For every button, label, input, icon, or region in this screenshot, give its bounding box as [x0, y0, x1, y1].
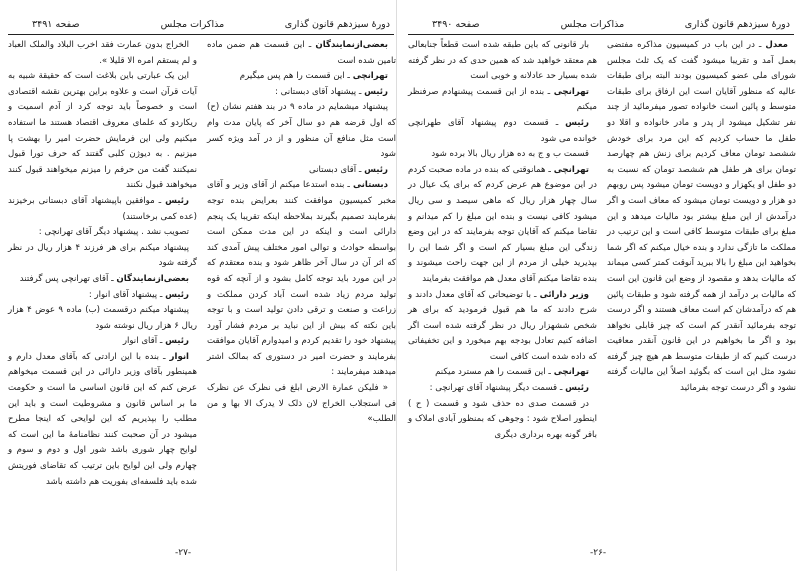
session-title: دورهٔ سیزدهم قانون گذاری: [284, 19, 390, 30]
page-footer-number: -۲۷-: [175, 548, 192, 558]
paragraph-text: پیشنهاد میشمایم در ماده ۹ در بند هفتم نشان (ح) که اول قرضه هم دو سال آخر که پایان مدت وام است مثل منافع آن منظور و از در آمد ویژه کسر شود: [207, 102, 396, 160]
speaker-name: تهرانچی: [352, 71, 388, 82]
paragraph: [408, 85, 597, 116]
speaker-name: دبستانی: [352, 180, 388, 191]
paragraph-text: ـ با توضیحاتی که آقای معدل دادند و شرح دادند که ما هم قبول فرمودید که برای هر شخص ششهزار ریال در نظر گرفته شده است اگر اضافه کنیم تعادل بودجه بهم میخورد و این تخفیفاتی که داده شده است کافی است: [408, 289, 597, 362]
paragraph: [408, 365, 597, 381]
paragraph: [207, 69, 396, 85]
speaker-name: تهرانچی: [553, 86, 590, 97]
paragraph: [8, 288, 197, 304]
paragraph: [8, 194, 197, 225]
paragraph-text: ـ پیشنهاد آقای دبستانی :: [274, 86, 362, 97]
paragraph: [207, 381, 396, 428]
running-header: [408, 18, 794, 35]
paragraph-text: پیشنهاد میکنم درقسمت (ب) ماده ۹ عوض ۴ هزار ریال ۶ هزار ریال نوشته شود: [8, 305, 197, 331]
paragraph: [408, 116, 597, 147]
text-column-left: [8, 38, 197, 490]
page-divider: [396, 0, 397, 571]
paragraph-text: ـ بنده از این قسمت پیشنهادم صرفنظر میکنم: [408, 86, 597, 113]
paragraph-text: بار قانونی که باین طبقه شده است قطعاً جنابعالی هم معتقد خواهید شد که همین حدی که در نظر گرفته شده بسیار حد عادلانه و خوبی است: [408, 40, 597, 82]
paragraph-text: ـ بنده با این ارادتی که بآقای معدل دارم و همینطور بآقای وزیر دارائی در این قسمت میخواهم عرض کنم که این قانون اساسی ما است و حکومت ما بر اساس قانون و مشروطیت است و باید این مطلب را بپذیریم که این لوایحی که اینجا مطرح میشود در آن صحبت کنند نظامنامهٔ ما این است که لوایح چهار شوری باشد شور اول و دوم و سوم و چهارم ولی این لوایح باین ترتیب که تقاضای فوریتش شده باید فلسفه‌ای بفوریت هم داشته باشد: [8, 351, 197, 487]
paragraph: [408, 147, 597, 163]
speaker-name: وزیر دارائی: [539, 289, 589, 300]
speaker-name: رئیس: [165, 289, 189, 300]
speaker-name: رئیس: [565, 117, 589, 128]
paragraph-text: این یک عبارتی باین بلاغت است که حقیقة شبیه به آیات قرآن است و علاوه براین بهترین نقشه اقتصادی است و خصوصاً باید توجه کرد از آدم اسمیت و ریکاردو که علمای معروف اقتصاد هستند ما استفاده میکنیم ولی این فرمایش حضرت امیر را بهشت پا میزنیم . به دیوژن کلبی گفتند که حرف تورا قبول نمیکنند گفت من حرفم را میزنم میخواهند قبول کنند میخواهند قبول نکنند: [8, 71, 197, 191]
paragraph: [207, 38, 396, 69]
paragraph-text: ـ بنده استدعا میکنم از آقای وزیر و آقای مخبر کمیسیون موافقت کنند بعرایض بنده توجه بفرمایند تصمیم بگیرند بملاحظه اینکه تقریبا یک پنجم دارائی است و اینکه در این مدت ممکن است بواسطه حوادث و توالی امور مختلف پیش آمدی کند که اثر آن در سال آخر ظاهر شود و بنده معتقدم که در این مورد باید توجه کامل بشود و از آنچه که قوه تولید مردم زیاد شده است آباد کردن مملکت و زراعت و صنعت و ترقی دادن تولید است و با توجه باین نکته که بیش از این نباید بر مردم فشار آورد پیشنهاد خود را تقدیم کردم و امیدوارم آقایان موافقت بفرمایند و حضرت امیر در دستوری که بمالک اشتر میدهند میفرمایند :: [207, 180, 396, 378]
paragraph: [607, 38, 796, 397]
paragraph-text: ـ این قسمت را هم مسترد میکنم: [435, 367, 551, 378]
paragraph-text: ـ این قسمت را هم پس میگیرم: [239, 71, 350, 82]
paragraph: [207, 100, 396, 162]
speaker-name: رئیس: [364, 86, 388, 97]
paragraph-text: ـ قسمت دیگر پیشنهاد آقای تهرانچی :: [429, 383, 563, 394]
paragraph-text: ـ پیشنهاد آقای انوار :: [88, 289, 163, 300]
paragraph: [207, 163, 396, 179]
paragraph: [408, 397, 597, 444]
paragraph-text: ـ در این باب در کمیسیون مذاکره مفتضی بعمل آمد و تقریبا میشود گفت که یک ثلث مجلس شورای ملی عضو کمیسیون بودند البته برای طبقات عالیه که منظور آقایان است این ارفاق برای طبقات متوسط و پائین است خانواده تصور میفرمائید از چند نفر تشکیل میشود از پدر و مادر خانواده و اقلا دو طفل ما حساب کردیم که این مرد برای خودش ششصد تومان معاف کردیم برای زنش هم چهارصد تومان برای هر طفل هم ششصد تومان که نسبت به دو طفل او یکهزار و دویست تومان میشود پس روبهم دو هزار و دویست تومان میشود که معاف است و اگر درآمدش از این مبلغ بیشتر بود مالیات میدهد و این مبلغ برای طبقات متوسط کافی است و این ترتیب در مملکت ما تازگی ندارد و بنده خیال میکنم که اگر شما بخواهید این مبلغ را بالا ببرید آنوقت کمتر کسی میماند که مالیات بدهد و مقصود از وضع این قانون این است که مالیات بر درآمد از همه گرفته شود و طبقات پائین هم که درآمدشان کم است معاف هستند و اگر درست توجه بفرمائید آنقدر کم است که چیز قابلی نخواهد بود و اگر ما بخواهیم در این قانون آنقدر معافیت درست کنیم که از طبقات متوسط هم هیچ چیز گرفته نشود مثل این است که بگوئید اصلاً این مالیات گرفته نشود و اگر درست توجه بفرمائید: [607, 40, 796, 394]
paragraph-text: ـ موافقین باپیشنهاد آقای دبستانی برخیزند (عده کمی برخاستند): [8, 195, 197, 222]
running-header: [8, 18, 394, 35]
speaker-name: رئیس: [165, 336, 189, 347]
speaker-name: تهرانچی: [553, 367, 589, 378]
speaker-name: رئیس: [165, 195, 189, 206]
text-column-right: [207, 38, 396, 428]
speaker-name: انوار: [169, 351, 190, 362]
text-column-left: [408, 38, 597, 443]
paragraph-text: ـ همانوقتی که بنده در ماده صحبت کردم در این موضوع هم عرض کردم که برای یک عیال در سال چهار هزار ریال که ماهی سیصد و سی ریال میشود کافی نیست و بنده این مبلغ را کم میدانم و تقاضا میکنم که آقایان توجه بفرمایند که در این وضع زندگی این مبلغ بسیار کم است و اگر شما این را بپذیرید خیلی از مردم از این جهت راحت میشوند و بنده تقاضا میکنم آقای معدل هم موافقت بفرمایند: [408, 164, 597, 284]
paragraph: [8, 38, 197, 69]
publication-title: مذاکرات مجلس: [560, 19, 625, 30]
session-title: دورهٔ سیزدهم قانون گذاری: [684, 19, 790, 30]
paragraph: [8, 225, 197, 241]
paragraph: [8, 303, 197, 334]
publication-title: مذاکرات مجلس: [160, 19, 225, 30]
paragraph-text: ـ قسمت دوم پیشنهاد آقای طهرانچی خوانده می شود: [408, 117, 597, 144]
paragraph: [207, 85, 396, 101]
paragraph-text: در قسمت صدی ده حذف شود و قسمت ( ح ) اینطور اصلاح شود : وجوهی که بمنظور آبادی املاک و بافر گونه بهره برداری دیگری: [408, 398, 597, 440]
page-number: صفحه ۳۴۹۱: [32, 19, 80, 30]
paragraph-text: ـ آقای انوار: [122, 336, 163, 347]
page-3490: [400, 0, 800, 571]
paragraph: [8, 334, 197, 350]
speaker-name: بعضی‌ازنمایندگان: [315, 40, 388, 50]
paragraph: [408, 288, 597, 366]
paragraph-text: ـ آقای دبستانی: [308, 164, 362, 175]
paragraph: [207, 178, 396, 381]
paragraph: [8, 69, 197, 194]
paragraph: [408, 38, 597, 85]
paragraph: [8, 272, 197, 288]
page-footer-number: -۲۶-: [590, 548, 607, 558]
paragraph-text: تصویب نشد . پیشنهاد دیگر آقای تهرانچی :: [38, 227, 189, 238]
page-number: صفحه ۳۴۹۰: [432, 19, 480, 30]
speaker-name: رئیس: [364, 164, 388, 175]
text-column-right: [607, 38, 796, 397]
paragraph-text: ـ این قسمت هم ضمن ماده تامین شده است: [207, 40, 396, 66]
speaker-name: رئیس: [565, 383, 589, 394]
paragraph-text: پیشنهاد میکنم برای هر فرزند ۴ هزار ریال در نظر گرفته شود: [8, 242, 197, 269]
paragraph: [8, 350, 197, 490]
paragraph: [8, 241, 197, 272]
speaker-name: معدل: [765, 40, 788, 50]
paragraph-text: « فلیکن عمارة الارض ابلغ فی نظرک عن نظرک فی استجلاب الخراج لان ذلک لا یدرک الا بها و من الطلب»: [207, 383, 396, 425]
paragraph-text: الخراج بدون عمارت فقد اخرب البلاد والملک العباد و لم یستقم امره الا قلیلا ».: [8, 40, 197, 66]
paragraph: [408, 163, 597, 288]
paragraph-text: ـ آقای تهرانچی پس گرفتند: [19, 273, 114, 284]
speaker-name: تهرانچی: [553, 164, 590, 175]
speaker-name: بعضی‌ازنمایندگان: [116, 273, 189, 284]
paragraph: [408, 381, 597, 397]
paragraph-text: قسمت ب و ج به ده هزار ریال بالا برده شود: [431, 149, 589, 160]
